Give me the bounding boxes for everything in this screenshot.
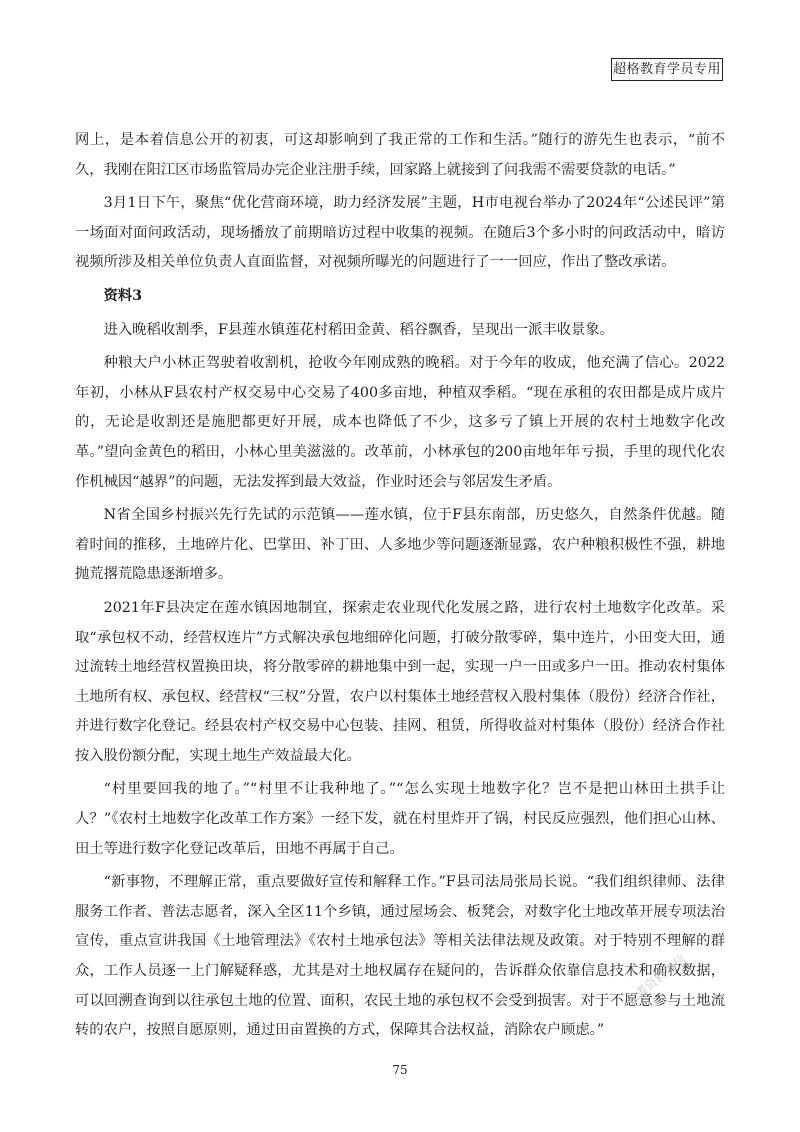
paragraph: N省全国乡村振兴先行先试的示范镇——莲水镇，位于F县东南部，历史悠久，自然条件优越。随着时间的推移，土地碎片化、巴掌田、补丁田、人多地少等问题逐渐显露，农户种粮积极性不强，耕地抛荒撂荒隐患逐渐增多。 xyxy=(75,507,725,583)
paragraph: “村里要回我的地了。”“村里不让我种地了。”“怎么实现土地数字化？岂不是把山林田土拱手让人？”《农村土地数字化改革工作方案》一经下发，就在村里炸开了锅，村民反应强烈，他们担心山林、田土等进行数字化登记改革后，田地不再属于自己。 xyxy=(75,781,725,857)
paragraph: 2021年F县决定在莲水镇因地制宜，探索走农业现代化发展之路，进行农村土地数字化改革。采取“承包权不动，经营权连片”方式解决承包地细碎化问题，打破分散零碎，集中连片，小田变大田，通过流转土地经营权置换田块，将分散零碎的耕地集中到一起，实现一户一田或多户一田。推动农村集体土地所有权、承包权、经营权“三权”分置，农户以村集体土地经营权入股村集体（股份）经济合作社，并进行数字化登记。经县农村产权交易中心包装、挂网、租赁，所得收益对村集体（股份）经济合作社按入股份额分配，实现土地生产效益最大化。 xyxy=(75,599,725,764)
paragraph: 进入晚稻收割季，F县莲水镇莲花村稻田金黄、稻谷飘香，呈现出一派丰收景象。 xyxy=(103,321,614,338)
paragraph: “新事物，不理解正常，重点要做好宣传和解释工作。”F县司法局张局长说。“我们组织律师、法律服务工作者、普法志愿者，深入全区11个乡镇，通过屋场会、板凳会，对数字化土地改革开展专项法治宣传，重点宣讲我国《土地管理法》《农村土地承包法》等相关法律法规及政策。对于特别不理解的群众，工作人员逐一上门解疑释惑，尤其是对土地权属存在疑问的，告诉群众依靠信息技术和确权数据，可以回溯查询到以往承包土地的位置、面积，农民土地的承包权不会受到损害。对于不愿意参与土地流转的农户，按照自愿原则，通过田亩置换的方式，保障其合法权益，消除农户顾虑。” xyxy=(75,874,725,1039)
document-body xyxy=(75,126,725,1050)
watermark: 公考资料微信 xyxy=(623,952,689,1008)
paragraph-continued: 网上，是本着信息公开的初衷，可这却影响到了我正常的工作和生活。”随行的游先生也表示，“前不久，我刚在阳江区市场监管局办完企业注册手续，回家路上就接到了问我需不需要贷款的电话。” xyxy=(75,132,725,178)
page-number: 75 xyxy=(392,1063,408,1077)
section-heading: 资料3 xyxy=(103,287,143,304)
paragraph: 3月1日下午，聚焦“优化营商环境，助力经济发展”主题，H市电视台举办了2024年“公述民评”第一场面对面问政活动，现场播放了前期暗访过程中收集的视频。在随后3个多小时的问政活动中，暗访视频所涉及相关单位负责人直面监督，对视频所曝光的问题进行了一一回应，作出了整改承诺。 xyxy=(75,195,725,271)
paragraph: 种粮大户小林正驾驶着收割机，抢收今年刚成熟的晚稻。对于今年的收成，他充满了信心。2022年初，小林从F县农村产权交易中心交易了400多亩地，种植双季稻。“现在承租的农田都是成片成片的，无论是收割还是施肥都更好开展，成本也降低了不少，这多亏了镇上开展的农村土地数字化改革。”望向金黄色的稻田，小林心里美滋滋的。改革前，小林承包的200亩地年年亏损，手里的现代化农作机械因“越界”的问题，无法发挥到最大效益，作业时还会与邻居发生矛盾。 xyxy=(75,355,725,490)
header-stamp: 超格教育学员专用 xyxy=(611,58,723,81)
